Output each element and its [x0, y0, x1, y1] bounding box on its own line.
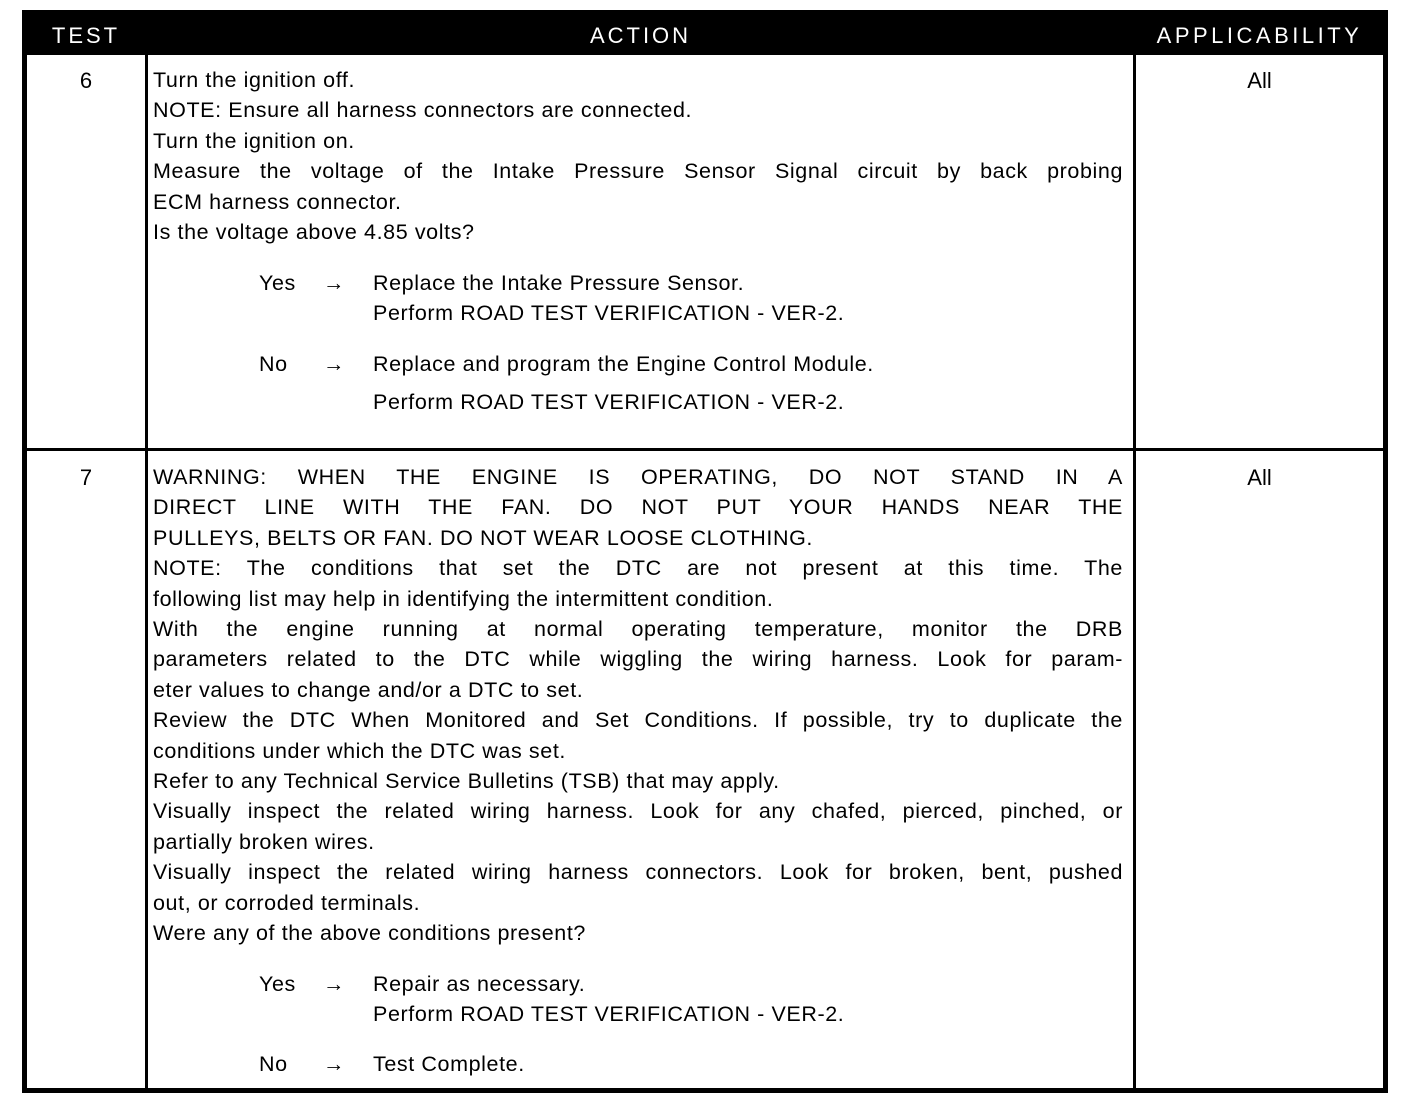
outcome-line: Perform ROAD TEST VERIFICATION - VER-2. — [373, 301, 845, 326]
table-header — [27, 15, 1383, 55]
row-7-yes-label: Yes — [259, 972, 296, 996]
action-line: Visually inspect the related wiring harness. Look for any chafed, pierced, pinched, or — [153, 799, 1123, 824]
row-6-no-text — [373, 349, 874, 418]
action-line: parameters related to the DTC while wiggling the wiring harness. Look for param- — [153, 647, 1123, 672]
outcome-line: Perform ROAD TEST VERIFICATION - VER-2. — [373, 1002, 845, 1027]
outcome-line: Repair as necessary. — [373, 972, 586, 996]
row-6-test-number: 6 — [79, 68, 93, 93]
outcome-line: Test Complete. — [373, 1052, 525, 1076]
outcome-line: Replace and program the Engine Control Module. — [373, 352, 874, 376]
action-line: Were any of the above conditions present? — [153, 921, 586, 946]
action-line: Refer to any Technical Service Bulletins (TSB) that may apply. — [153, 769, 780, 794]
row-6-yes-text — [373, 268, 844, 329]
action-line: ECM harness connector. — [153, 189, 402, 214]
action-line: With the engine running at normal operating temperature, monitor the DRB — [153, 617, 1123, 642]
row-7-test-number: 7 — [79, 465, 93, 490]
row-7-applicability: All — [1247, 465, 1272, 490]
arrow-right-icon: → — [323, 352, 346, 376]
row-7-no-text — [373, 1049, 525, 1079]
arrow-right-icon: → — [323, 271, 346, 295]
row-6-action — [153, 65, 1123, 247]
outcome-line: Perform ROAD TEST VERIFICATION - VER-2. — [373, 390, 845, 415]
action-line: NOTE: Ensure all harness connectors are connected. — [153, 98, 693, 123]
action-line: NOTE: The conditions that set the DTC are not present at this time. The — [153, 556, 1123, 581]
action-line: out, or corroded terminals. — [153, 890, 421, 915]
row-7-yes-text — [373, 969, 844, 1030]
arrow-right-icon: → — [323, 972, 346, 996]
action-line: Turn the ignition on. — [153, 128, 355, 153]
row-7-no-label: No — [259, 1052, 288, 1076]
action-line: DIRECT LINE WITH THE FAN. DO NOT PUT YOUR HANDS NEAR THE — [153, 495, 1123, 520]
action-line: eter values to change and/or a DTC to set. — [153, 677, 584, 702]
header-test: TEST — [51, 23, 121, 48]
action-line: following list may help in identifying the intermittent condition. — [153, 586, 774, 611]
row-7-action — [153, 462, 1123, 949]
action-line: Turn the ignition off. — [153, 68, 356, 92]
action-line: Visually inspect the related wiring harness connectors. Look for broken, bent, pushed — [153, 860, 1123, 885]
action-line: WARNING: WHEN THE ENGINE IS OPERATING, DO NOT STAND IN A — [153, 465, 1123, 489]
outcome-line: Replace the Intake Pressure Sensor. — [373, 271, 745, 295]
column-divider-applicability — [1133, 55, 1136, 1088]
header-applicability: APPLICABILITY — [1156, 23, 1363, 48]
action-line: Review the DTC When Monitored and Set Conditions. If possible, try to duplicate the — [153, 708, 1123, 733]
action-line: Is the voltage above 4.85 volts? — [153, 220, 475, 245]
action-line: conditions under which the DTC was set. — [153, 738, 566, 763]
row-divider — [27, 448, 1383, 451]
row-6-applicability: All — [1247, 68, 1272, 93]
diagnostic-test-table — [22, 10, 1388, 1093]
arrow-right-icon: → — [323, 1052, 346, 1076]
header-action: ACTION — [589, 23, 692, 48]
action-line: Measure the voltage of the Intake Pressure Sensor Signal circuit by back probing — [153, 159, 1123, 184]
action-line: PULLEYS, BELTS OR FAN. DO NOT WEAR LOOSE CLOTHING. — [153, 525, 814, 550]
action-line: partially broken wires. — [153, 829, 375, 854]
column-divider-test — [145, 55, 148, 1088]
row-6-yes-label: Yes — [259, 271, 296, 295]
row-6-no-label: No — [259, 352, 288, 376]
